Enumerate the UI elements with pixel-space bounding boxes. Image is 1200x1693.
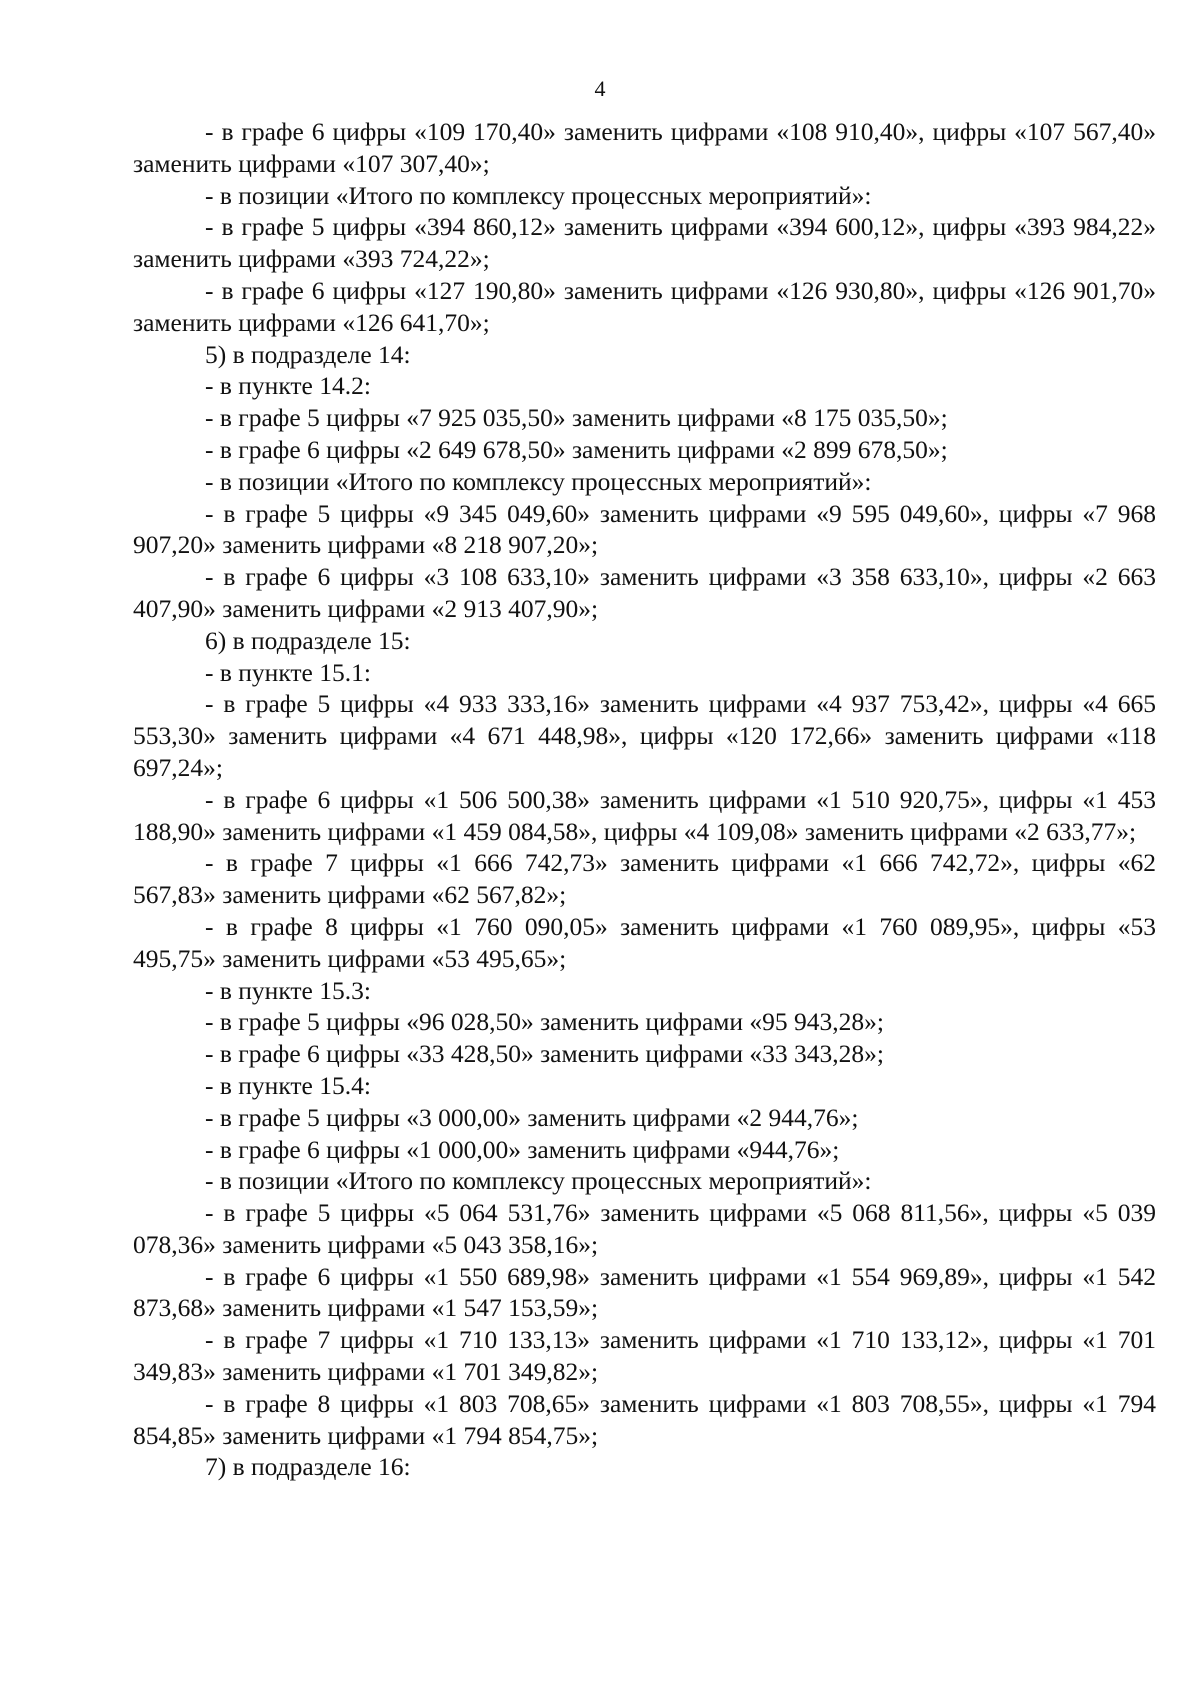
paragraph: 6) в подразделе 15: [205, 625, 411, 655]
paragraph: - в графе 5 цифры «3 000,00» заменить цифрами «2 944,76»; [205, 1102, 859, 1132]
paragraph: - в графе 6 цифры «3 108 633,10» заменить цифрами «3 358 633,10», цифры «2 663 407,90» заменить цифрами «2 913 407,90»; [133, 562, 1156, 623]
paragraph: - в пункте 14.2: [205, 371, 371, 401]
paragraph: - в графе 6 цифры «127 190,80» заменить цифрами «126 930,80», цифры «126 901,70» заменить цифрами «126 641,70»; [133, 275, 1156, 337]
paragraph: 5) в подразделе 14: [205, 339, 411, 369]
paragraph: 7) в подразделе 16: [205, 1452, 411, 1482]
paragraph: - в графе 5 цифры «7 925 035,50» заменить цифрами «8 175 035,50»; [205, 403, 948, 433]
paragraph: - в графе 5 цифры «4 933 333,16» заменить цифрами «4 937 753,42», цифры «4 665 553,30» заменить цифрами «4 671 448,98», цифры «120 172,66» заменить цифрами «118 697,24»; [133, 689, 1156, 782]
paragraph: - в пункте 15.3: [205, 975, 371, 1005]
paragraph: - в позиции «Итого по комплексу процессных мероприятий»: [205, 1166, 872, 1196]
paragraph: - в графе 6 цифры «1 000,00» заменить цифрами «944,76»; [205, 1134, 840, 1164]
paragraph: - в графе 5 цифры «394 860,12» заменить цифрами «394 600,12», цифры «393 984,22» заменить цифрами «393 724,22»; [133, 212, 1156, 274]
paragraph: - в графе 7 цифры «1 666 742,73» заменить цифрами «1 666 742,72», цифры «62 567,83» заменить цифрами «62 567,82»; [133, 848, 1156, 910]
paragraph: - в графе 5 цифры «5 064 531,76» заменить цифрами «5 068 811,56», цифры «5 039 078,36» заменить цифрами «5 043 358,16»; [133, 1198, 1156, 1259]
paragraph: - в графе 6 цифры «2 649 678,50» заменить цифрами «2 899 678,50»; [205, 434, 948, 464]
paragraph: - в графе 8 цифры «1 760 090,05» заменить цифрами «1 760 089,95», цифры «53 495,75» заменить цифрами «53 495,65»; [133, 911, 1156, 973]
paragraph: - в графе 7 цифры «1 710 133,13» заменить цифрами «1 710 133,12», цифры «1 701 349,83» заменить цифрами «1 701 349,82»; [133, 1325, 1156, 1387]
paragraph: - в позиции «Итого по комплексу процессных мероприятий»: [205, 180, 872, 210]
paragraph: - в графе 6 цифры «1 506 500,38» заменить цифрами «1 510 920,75», цифры «1 453 188,90» заменить цифрами «1 459 084,58», цифры «4 109,08» заменить цифрами «2 633,77»; [133, 784, 1156, 846]
paragraph: - в пункте 15.1: [205, 657, 371, 687]
page-number: 4 [594, 76, 606, 101]
paragraph: - в графе 8 цифры «1 803 708,65» заменить цифрами «1 803 708,55», цифры «1 794 854,85» заменить цифрами «1 794 854,75»; [133, 1388, 1156, 1450]
paragraph: - в графе 5 цифры «96 028,50» заменить цифрами «95 943,28»; [205, 1007, 885, 1037]
paragraph: - в пункте 15.4: [205, 1070, 371, 1100]
paragraph: - в графе 6 цифры «33 428,50» заменить цифрами «33 343,28»; [205, 1039, 885, 1069]
paragraph: - в позиции «Итого по комплексу процессных мероприятий»: [205, 466, 872, 496]
paragraph: - в графе 6 цифры «1 550 689,98» заменить цифрами «1 554 969,89», цифры «1 542 873,68» заменить цифрами «1 547 153,59»; [133, 1261, 1156, 1323]
document-body [133, 116, 1156, 1483]
paragraph: - в графе 6 цифры «109 170,40» заменить цифрами «108 910,40», цифры «107 567,40» заменить цифрами «107 307,40»; [133, 117, 1156, 178]
paragraph: - в графе 5 цифры «9 345 049,60» заменить цифрами «9 595 049,60», цифры «7 968 907,20» заменить цифрами «8 218 907,20»; [133, 498, 1156, 560]
